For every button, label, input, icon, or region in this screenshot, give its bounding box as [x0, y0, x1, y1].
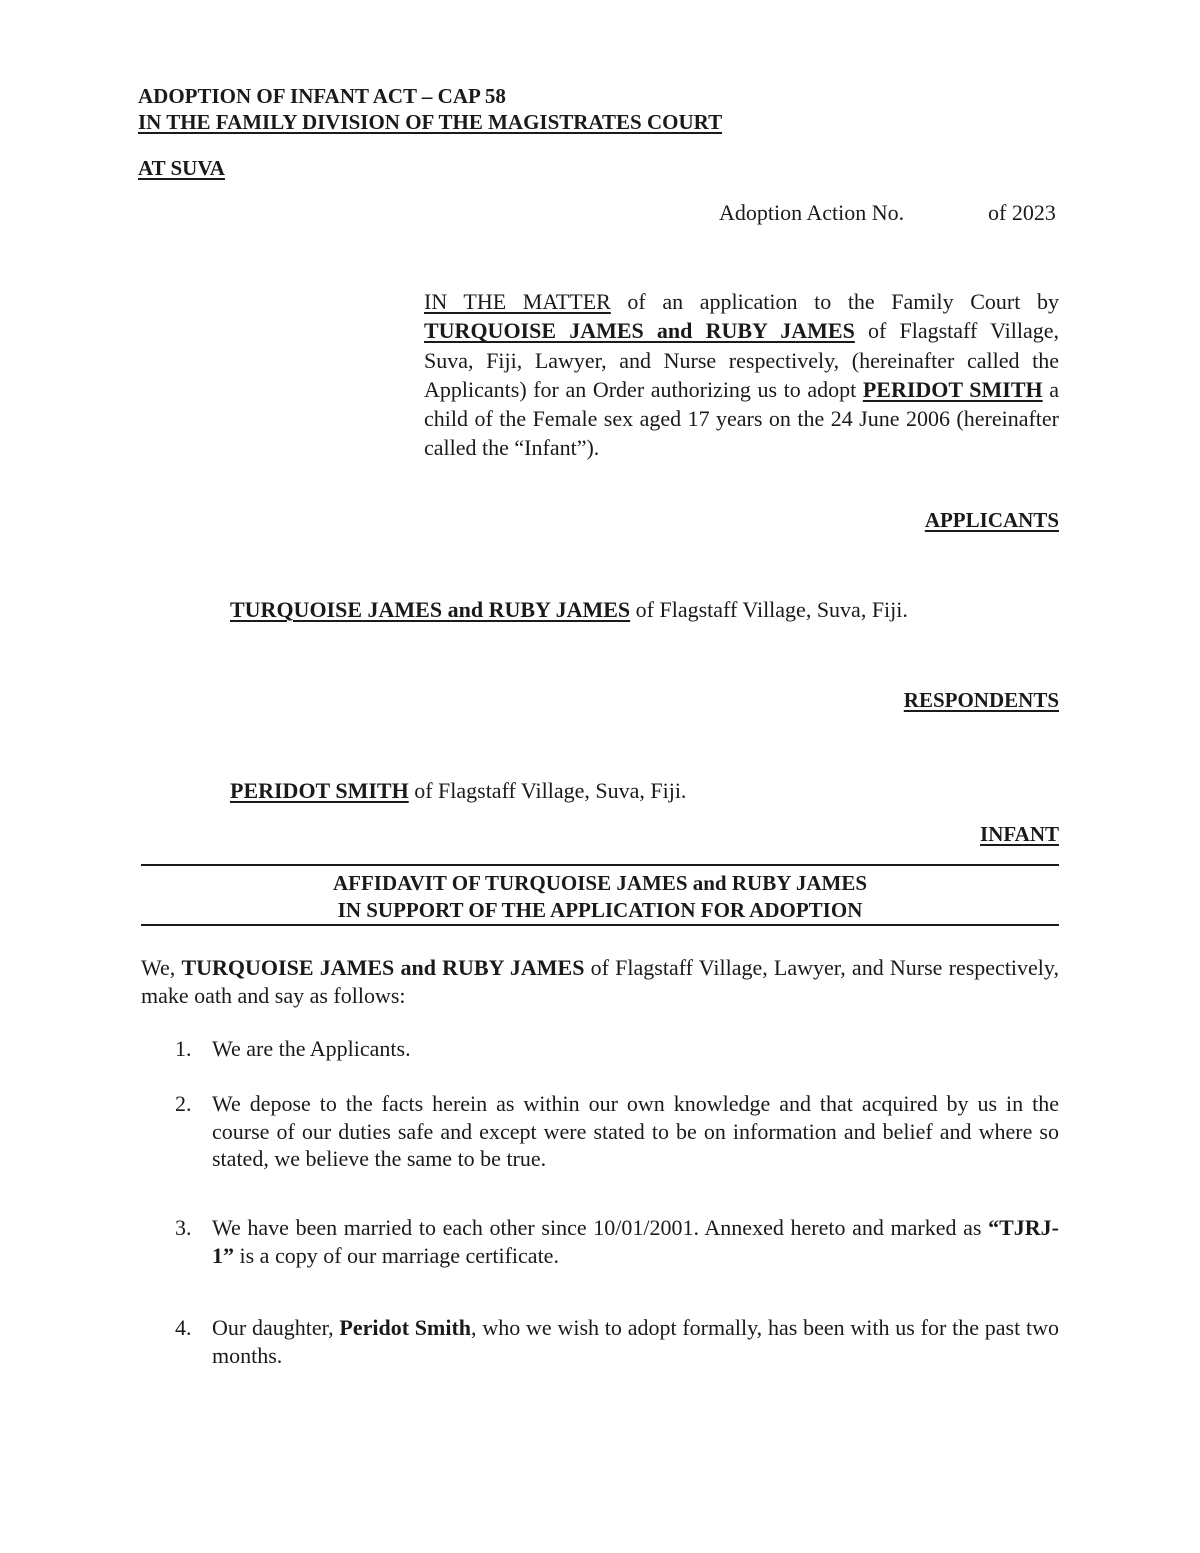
intro-we: We,	[141, 955, 182, 980]
applicants-names: TURQUOISE JAMES and RUBY JAMES	[230, 597, 631, 622]
intro-text: of Flagstaff Village, Lawyer, and Nurse respectively, make oath and say as follows:	[141, 955, 1059, 1008]
infant-address: of Flagstaff Village, Suva, Fiji.	[408, 778, 687, 803]
list-item-text-b: , who we wish to adopt formally, has been with us for the past two months.	[212, 1315, 1059, 1368]
act-heading: ADOPTION OF INFANT ACT – CAP 58	[138, 84, 506, 108]
list-item-text-b: is a copy of our marriage certificate.	[234, 1242, 559, 1268]
applicants-label: APPLICANTS	[924, 508, 1059, 532]
daughter-name: Peridot Smith	[339, 1315, 472, 1340]
action-number-label: Adoption Action No.	[719, 200, 905, 225]
matter-text-1: of an application to the Family Court by	[610, 289, 1059, 314]
respondents-label: RESPONDENTS	[903, 688, 1059, 712]
list-item-number: 3.	[175, 1215, 192, 1240]
applicants-address: of Flagstaff Village, Suva, Fiji.	[630, 597, 908, 622]
list-item-number: 1.	[175, 1036, 192, 1061]
list-item-text-a: We have been married to each other since 10/01/2001. Annexed hereto and marked as	[212, 1215, 989, 1240]
affidavit-title-line-2: IN SUPPORT OF THE APPLICATION FOR ADOPTION	[337, 898, 863, 922]
matter-applicants: TURQUOISE JAMES and RUBY JAMES	[424, 318, 855, 344]
list-item-text: We are the Applicants.	[212, 1036, 411, 1061]
action-year: of 2023	[988, 200, 1056, 225]
infant-line	[230, 778, 686, 804]
annexure-mark: “TJRJ-1”	[212, 1215, 1059, 1268]
location-heading: AT SUVA	[138, 156, 225, 180]
list-item-text-a: Our daughter,	[212, 1315, 340, 1340]
applicants-line	[230, 597, 908, 623]
list-item-number: 2.	[175, 1091, 192, 1116]
matter-paragraph	[424, 287, 1059, 463]
infant-label: INFANT	[980, 822, 1059, 846]
bottom-divider	[141, 924, 1059, 926]
list-item-text	[212, 1314, 1059, 1369]
matter-lead: IN THE MATTER	[424, 289, 611, 314]
matter-text-2: of Flagstaff Village, Suva, Fiji, Lawyer, and Nurse respectively, (hereinafter called the Applicants) for an Order authorizing us to adopt	[424, 318, 1059, 402]
court-heading: IN THE FAMILY DIVISION OF THE MAGISTRATES COURT	[138, 110, 723, 134]
intro-names: TURQUOISE JAMES and RUBY JAMES	[181, 955, 585, 980]
intro-paragraph	[141, 954, 1059, 1010]
affidavit-title-line-1: AFFIDAVIT OF TURQUOISE JAMES and RUBY JAMES	[332, 871, 868, 895]
matter-text-3: a child of the Female sex aged 17 years on the 24 June 2006 (hereinafter called the “Infant”).	[424, 376, 1059, 461]
top-divider	[141, 864, 1059, 866]
list-item-number: 4.	[175, 1315, 192, 1340]
list-item-text: We depose to the facts herein as within our own knowledge and that acquired by us in the course of our duties safe and except were stated to be on information and belief and where so stated, we believe the same to be true.	[212, 1091, 1059, 1171]
matter-infant: PERIDOT SMITH	[862, 376, 1043, 402]
list-item-text	[212, 1214, 1059, 1269]
affidavit-title	[141, 870, 1059, 924]
infant-name: PERIDOT SMITH	[230, 778, 409, 803]
